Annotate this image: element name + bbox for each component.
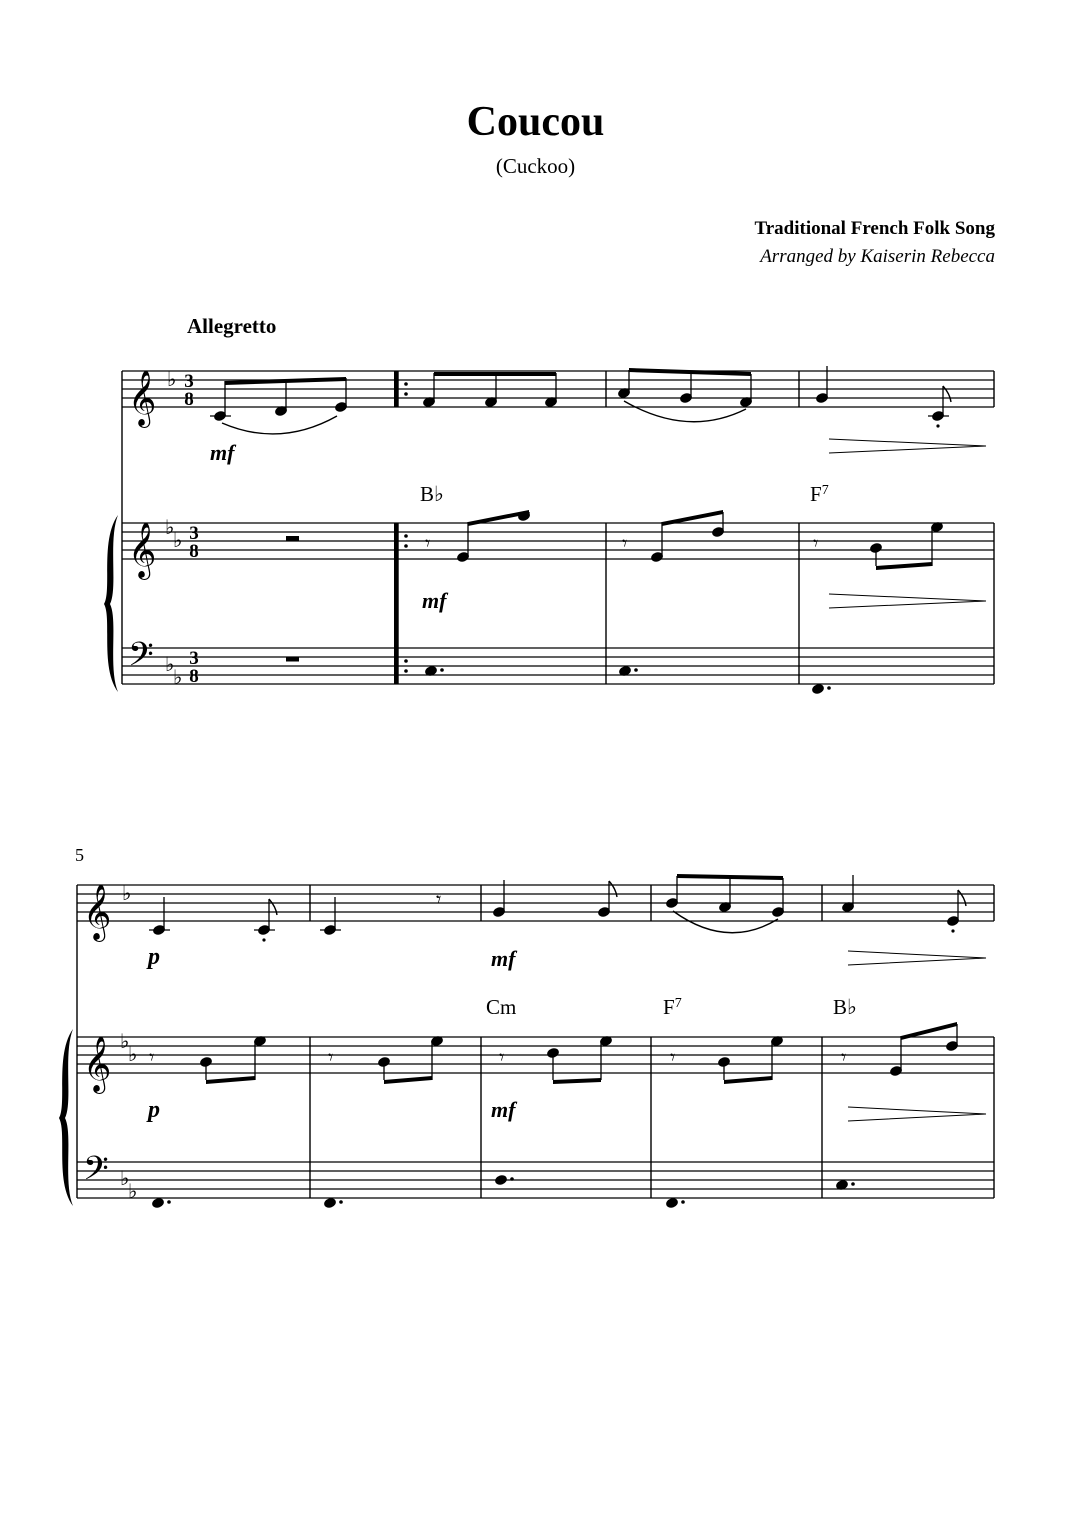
decrescendo-hairpin	[829, 439, 986, 453]
piano-treble-notes	[149, 1022, 959, 1084]
flat-icon: ♭	[122, 883, 132, 905]
piano-brace	[59, 1029, 73, 1206]
bass-clef-icon: 𝄢	[128, 636, 154, 681]
dynamic-marking: p	[148, 944, 160, 970]
chord-symbol: $F^7$	[810, 482, 829, 506]
flat-icon: ♭	[128, 1181, 138, 1203]
flat-icon: ♭	[173, 530, 183, 552]
treble-clef-icon: 𝄞	[83, 1038, 112, 1091]
dynamic-marking: mf	[491, 1097, 516, 1122]
dynamic-marking: p	[148, 1097, 160, 1123]
svg-text:8: 8	[189, 541, 199, 562]
decrescendo-hairpin	[848, 951, 986, 965]
flat-icon: ♭	[173, 667, 183, 689]
barlines	[122, 371, 994, 684]
svg-text:𝄾: 𝄾	[622, 533, 628, 555]
piano-bass-staff	[122, 648, 994, 684]
tempo-marking: Allegretto	[187, 314, 277, 338]
piano-bass-notes	[286, 657, 831, 695]
piano-treble-staff	[122, 523, 994, 559]
svg-text:𝄾: 𝄾	[499, 1047, 505, 1069]
time-signature	[184, 371, 199, 687]
composer-credit: Traditional French Folk Song	[754, 218, 995, 239]
svg-text:8: 8	[184, 389, 194, 410]
chord-symbol: B♭	[833, 995, 857, 1019]
piano-treble-staff	[77, 1037, 994, 1073]
treble-clef-icon: 𝄞	[128, 524, 157, 577]
melody-staff	[77, 885, 994, 921]
flat-icon: ♭	[167, 369, 177, 391]
flat-icon: ♭	[120, 1168, 130, 1190]
treble-clef-icon: 𝄞	[128, 372, 157, 425]
flat-icon: ♭	[165, 654, 175, 676]
svg-text:3: 3	[189, 523, 199, 544]
repeat-start-sign	[394, 371, 408, 684]
svg-text:3: 3	[189, 648, 199, 669]
arranger-credit: Arranged by Kaiserin Rebecca	[760, 246, 995, 267]
svg-text:𝄾: 𝄾	[328, 1047, 334, 1069]
melody-staff	[122, 371, 994, 407]
chord-symbol: B♭	[420, 482, 444, 506]
song-title: Coucou	[466, 99, 605, 145]
svg-text:𝄾: 𝄾	[149, 1047, 155, 1069]
piano-bass-staff	[77, 1162, 994, 1198]
svg-text:𝄾: 𝄾	[436, 889, 442, 911]
melody-notes	[210, 366, 951, 434]
song-subtitle: (Cuckoo)	[495, 154, 576, 178]
decrescendo-hairpin	[829, 594, 986, 608]
svg-text:3: 3	[184, 371, 194, 392]
chord-symbol: $F^7$	[663, 995, 682, 1019]
svg-text:𝄾: 𝄾	[813, 533, 819, 555]
bass-clef-icon: 𝄢	[83, 1150, 109, 1195]
dynamic-marking: mf	[210, 440, 235, 465]
decrescendo-hairpin	[848, 1107, 986, 1121]
piano-brace	[104, 515, 118, 692]
dynamic-marking: mf	[422, 588, 447, 613]
flat-icon: ♭	[128, 1044, 138, 1066]
chord-symbol: Cm	[486, 995, 517, 1019]
svg-text:𝄾: 𝄾	[425, 533, 431, 555]
treble-clef-icon: 𝄞	[83, 886, 112, 939]
barlines	[77, 885, 994, 1198]
flat-icon: ♭	[120, 1031, 130, 1053]
measure-number: 5	[75, 845, 84, 865]
flat-icon: ♭	[165, 517, 175, 539]
system-1	[104, 366, 994, 695]
piano-treble-notes	[286, 510, 944, 570]
svg-text:𝄾: 𝄾	[670, 1047, 676, 1069]
melody-notes	[149, 874, 966, 942]
dynamic-marking: mf	[491, 946, 516, 971]
svg-text:8: 8	[189, 666, 199, 687]
svg-text:𝄾: 𝄾	[841, 1047, 847, 1069]
system-2	[59, 845, 994, 1209]
